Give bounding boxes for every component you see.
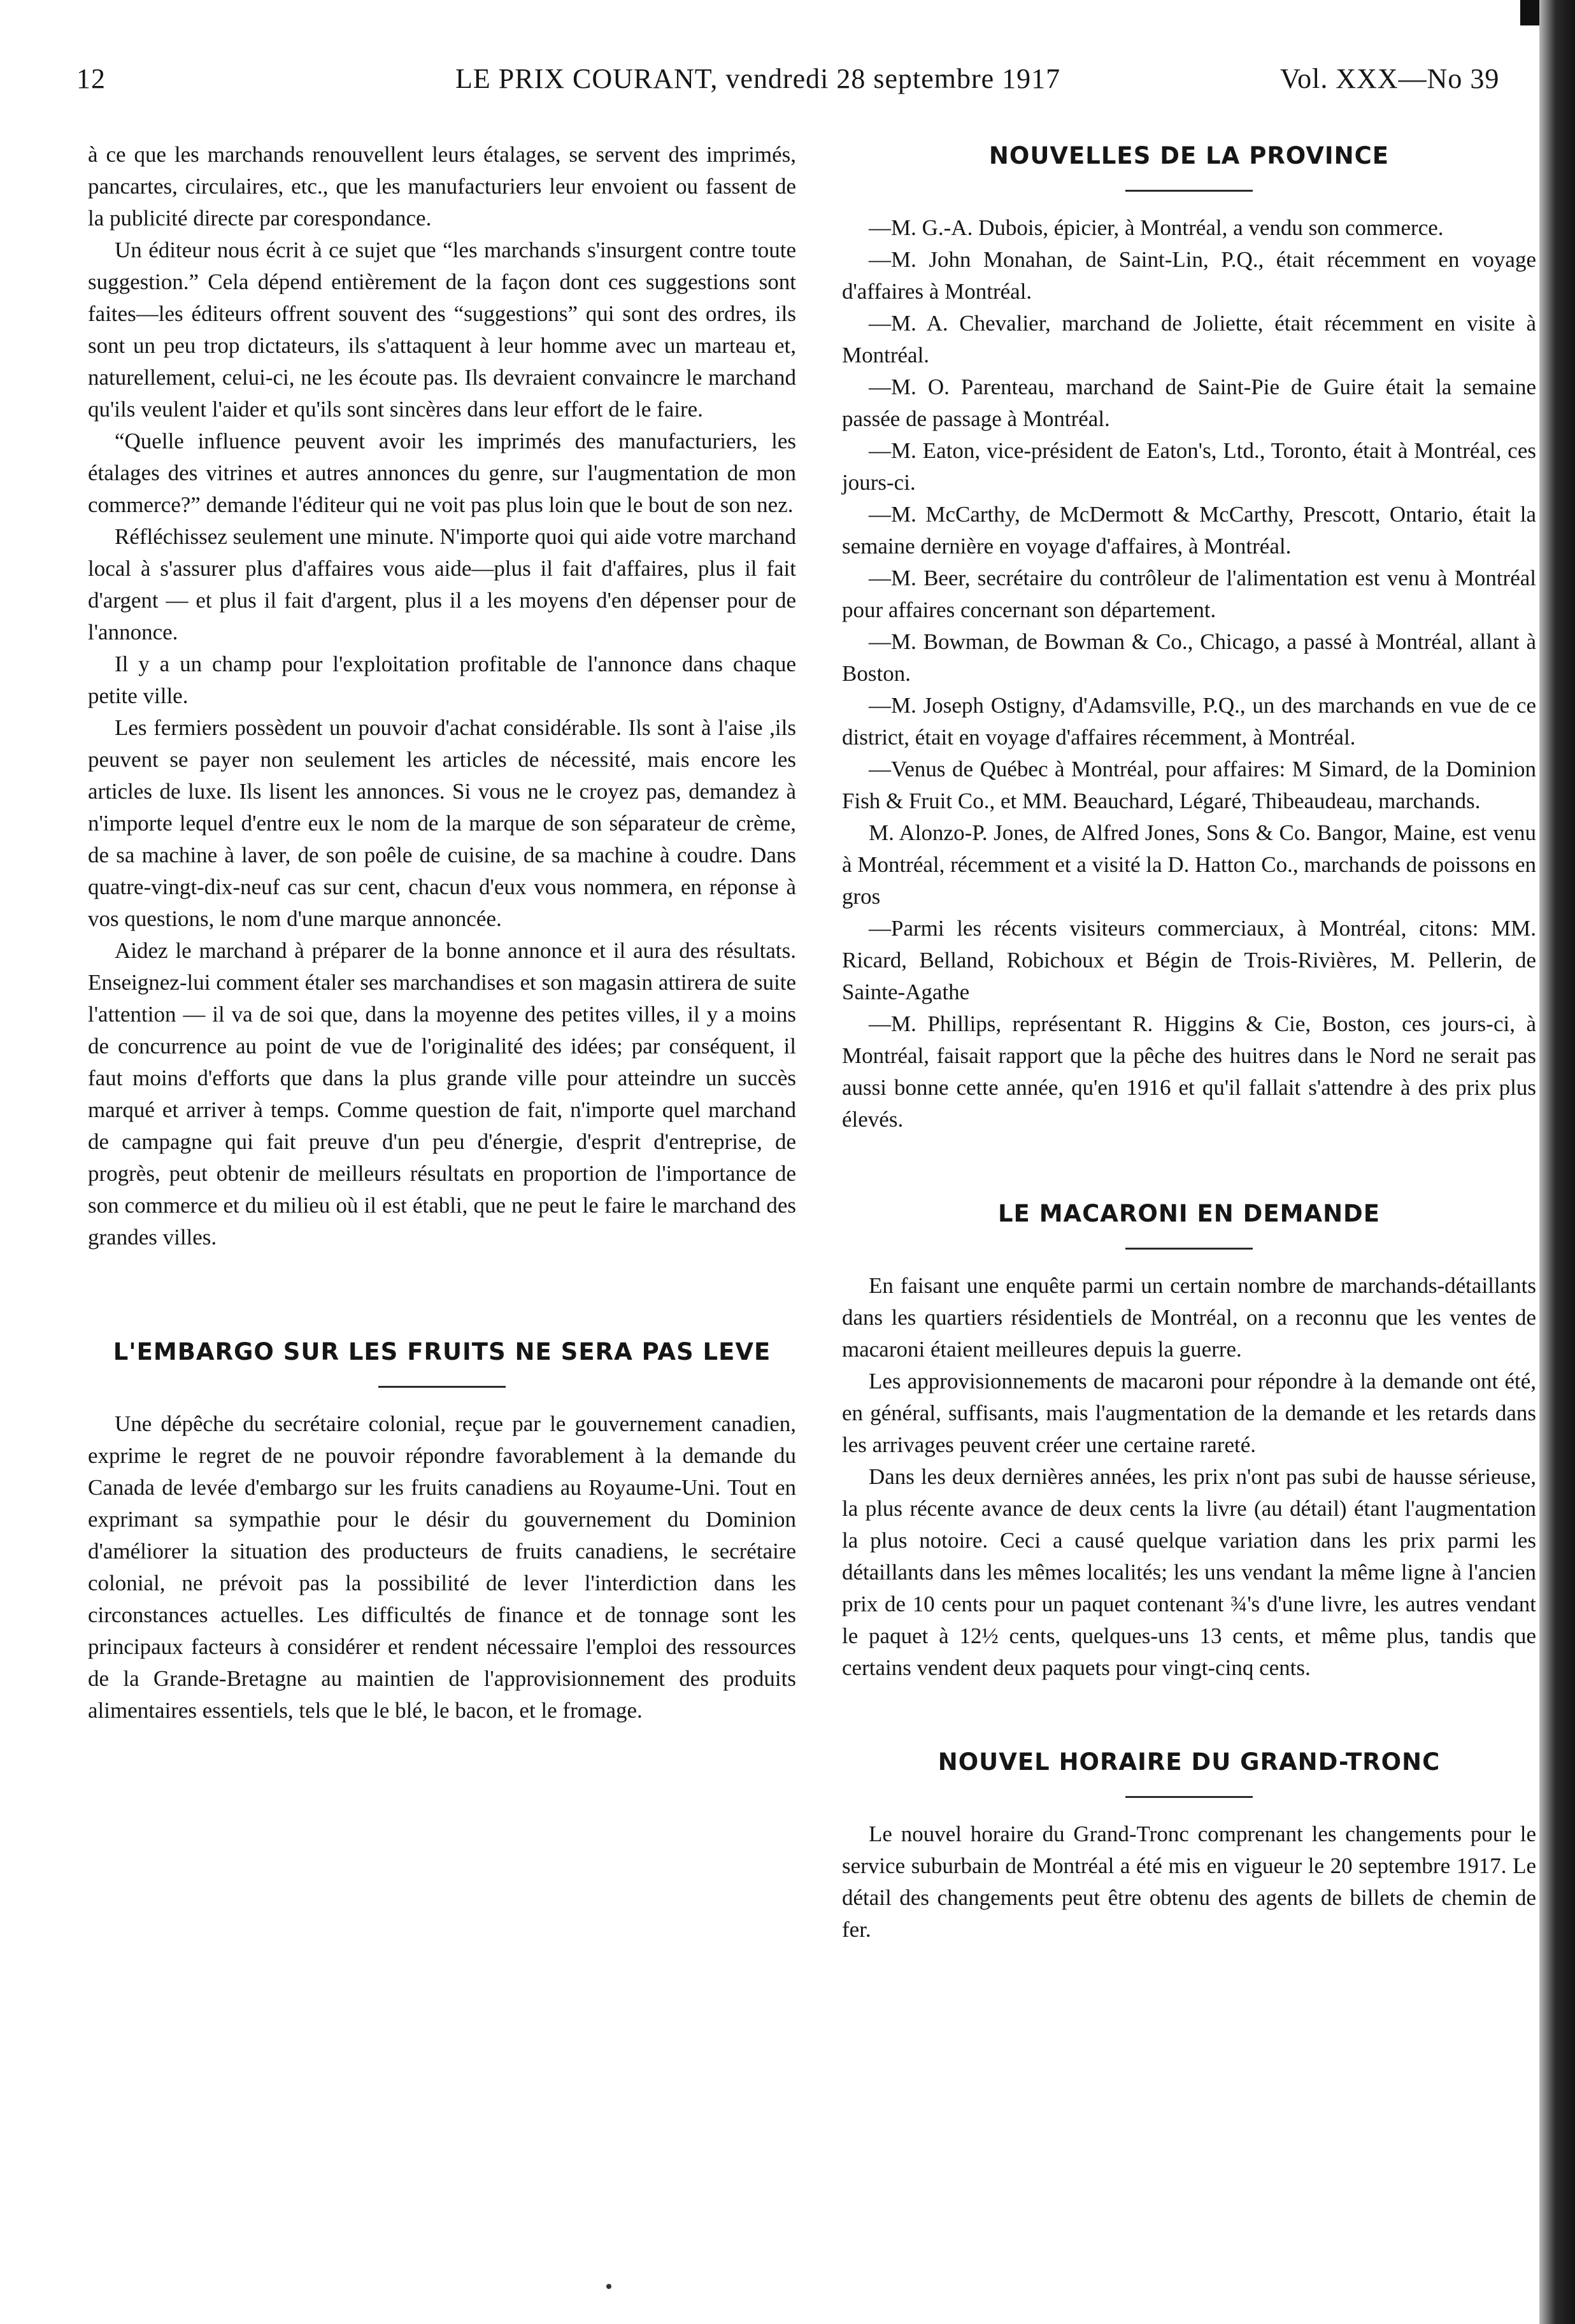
news-item: —Venus de Québec à Montréal, pour affaires: M Simard, de la Dominion Fish & Fruit Co., et MM. Beauchard, Légaré, Thibeaudeau, marchands.	[842, 757, 1536, 813]
heading-rule	[1125, 190, 1253, 192]
news-item: —M. A. Chevalier, marchand de Joliette, était récemment en visite à Montréal.	[842, 311, 1536, 367]
intro-paragraph: Réfléchissez seulement une minute. N'importe quoi qui aide votre marchand local à s'assurer plus d'affaires vous aide—plus il fait d'affaires, plus il fait d'argent — et plus il fait d'argent, plus il a les moyens d'en dépenser pour de l'annonce.	[88, 524, 796, 645]
horaire-heading: NOUVEL HORAIRE DU GRAND-TRONC	[937, 1748, 1441, 1776]
embargo-paragraph: Une dépêche du secrétaire colonial, reçue par le gouvernement canadien, exprime le regret de ne pouvoir répondre favorablement à la demande du Canada de levée d'embargo sur les fruits canadiens au Royaume-Uni. Tout en exprimant sa sympathie pour le désir du gouvernement du Dominion d'améliorer la situation des producteurs de fruits canadiens, le secrétaire colonial, ne prévoit pas la possibilité de lever l'interdiction dans les circonstances actuelles. Les difficultés de finance et de tonnage sont les principaux facteurs à considérer et rendent nécessaire l'emploi des ressources de la Grande-Bretagne au maintien de l'approvisionnement des produits alimentaires essentiels, tels que le blé, le bacon, et le fromage.	[88, 1411, 796, 1723]
intro-paragraph: Il y a un champ pour l'exploitation profitable de l'annonce dans chaque petite ville.	[88, 652, 796, 708]
print-speck	[606, 2284, 611, 2289]
news-item: —M. John Monahan, de Saint-Lin, P.Q., était récemment en voyage d'affaires à Montréal.	[842, 247, 1536, 304]
intro-paragraph: à ce que les marchands renouvellent leurs étalages, se servent des imprimés, pancartes, circulaires, etc., que les manufacturiers leur envoient ou fassent de la publicité directe par corespondance.	[88, 142, 796, 231]
news-item: —M. Bowman, de Bowman & Co., Chicago, a passé à Montréal, allant à Boston.	[842, 629, 1536, 686]
intro-paragraph: Un éditeur nous écrit à ce sujet que “les marchands s'insurgent contre toute suggestion.” Cela dépend entièrement de la façon dont ces suggestions sont faites—les éditeurs offrent souvent des “suggestions” qui sont des ordres, ils sont un peu trop dictateurs, ils s'attaquent à leur homme avec un marteau et, naturellement, celui-ci, ne les écoute pas. Ils devraient convaincre le marchand qu'ils veulent l'aider et qu'ils sont sincères dans leur effort de le faire.	[88, 238, 796, 422]
heading-rule	[378, 1386, 506, 1388]
scan-edge-shadow	[1539, 0, 1575, 2324]
intro-paragraph: Les fermiers possèdent un pouvoir d'achat considérable. Ils sont à l'aise ,ils peuvent se payer non seulement les articles de nécessité, mais encore les articles de luxe. Ils lisent les annonces. Si vous ne le croyez pas, demandez à n'importe lequel d'entre eux le nom de la marque de son séparateur de crème, de sa machine à laver, de son poêle de cuisine, de sa machine à coudre. Dans quatre-vingt-dix-neuf cas sur cent, chacun d'eux vous nommera, en réponse à vos questions, le nom d'une marque annoncée.	[88, 715, 796, 931]
nouvelles-heading: NOUVELLES DE LA PROVINCE	[988, 142, 1390, 169]
section-spacer	[842, 1136, 1536, 1197]
macaroni-paragraph: Dans les deux dernières années, les prix n'ont pas subi de hausse sérieuse, la plus récente avance de deux cents la livre (au détail) étant l'augmentation la plus notoire. Ceci a causé quelque variation dans les prix parmi les détaillants dans les mêmes localités; les uns vendant la même ligne à l'ancien prix de 10 cents pour un paquet contenant ¾'s d'une livre, les autres vendant le paquet à 12½ cents, quelques-uns 13 cents, et même plus, tandis que certains vendent deux paquets pour vingt-cinq cents.	[842, 1464, 1536, 1680]
left-column	[88, 139, 796, 1727]
news-item: —M. Phillips, représentant R. Higgins & Cie, Boston, ces jours-ci, à Montréal, faisait rapport que la pêche des huitres dans le Nord ne serait pas aussi bonne cette année, qu'en 1916 et qu'il fallait s'attendre à des prix plus élevés.	[842, 1011, 1536, 1132]
volume-number: Vol. XXX—No 39	[1280, 63, 1500, 94]
news-item: —Parmi les récents visiteurs commerciaux, à Montréal, citons: MM. Ricard, Belland, Robichoux et Bégin de Trois-Rivières, M. Pellerin, de Sainte-Agathe	[842, 916, 1536, 1004]
section-spacer	[842, 1684, 1536, 1745]
intro-paragraph: “Quelle influence peuvent avoir les imprimés des manufacturiers, les étalages des vitrines et autres annonces du genre, sur l'augmentation de mon commerce?” demande l'éditeur qui ne voit pas plus loin que le bout de son nez.	[88, 429, 796, 517]
horaire-paragraph: Le nouvel horaire du Grand-Tronc comprenant les changements pour le service suburbain de Montréal a été mis en vigueur le 20 septembre 1917. Le détail des changements peut être obtenu des agents de billets de chemin de fer.	[842, 1821, 1536, 1942]
heading-rule	[1125, 1796, 1253, 1798]
news-item: —M. Beer, secrétaire du contrôleur de l'alimentation est venu à Montréal pour affaires concernant son département.	[842, 566, 1536, 622]
running-title: LE PRIX COURANT, vendredi 28 septembre 1917	[455, 63, 1061, 94]
news-item: —M. Eaton, vice-président de Eaton's, Ltd., Toronto, était à Montréal, ces jours-ci.	[842, 438, 1536, 495]
page-number: 12	[76, 63, 106, 94]
news-item: —M. G.-A. Dubois, épicier, à Montréal, a vendu son commerce.	[869, 215, 1444, 240]
scan-edge-corner	[1520, 0, 1539, 25]
section-spacer	[88, 1253, 796, 1335]
running-header	[38, 62, 1500, 113]
news-item: —M. McCarthy, de McDermott & McCarthy, Prescott, Ontario, était la semaine dernière en voyage d'affaires, à Montréal.	[842, 502, 1536, 559]
news-item: M. Alonzo-P. Jones, de Alfred Jones, Sons & Co. Bangor, Maine, est venu à Montréal, récemment et a visité la D. Hatton Co., marchands de poissons en gros	[842, 820, 1536, 909]
macaroni-heading: LE MACARONI EN DEMANDE	[997, 1200, 1381, 1227]
macaroni-paragraph: En faisant une enquête parmi un certain nombre de marchands-détaillants dans les quartiers résidentiels de Montréal, on a reconnu que les ventes de macaroni étaient meilleures depuis la guerre.	[842, 1273, 1536, 1362]
embargo-heading: L'EMBARGO SUR LES FRUITS NE SERA PAS LEVE	[113, 1338, 771, 1365]
intro-paragraph: Aidez le marchand à préparer de la bonne annonce et il aura des résultats. Enseignez-lui comment étaler ses marchandises et son magasin attirera de suite l'attention — il va de soi que, dans la moyenne des petites villes, il y a moins de concurrence au point de vue de l'originalité des idées; par conséquent, il faut moins d'efforts que dans la plus grande ville pour atteindre un succès marqué et arriver à temps. Comme question de fait, n'importe quel marchand de campagne qui fait preuve d'un peu d'énergie, d'esprit d'entreprise, de progrès, peut obtenir de meilleurs résultats en proportion de l'importance de son commerce et du milieu où il est établi, que ne peut le faire le marchand des grandes villes.	[88, 938, 796, 1250]
heading-rule	[1125, 1248, 1253, 1250]
macaroni-paragraph: Les approvisionnements de macaroni pour répondre à la demande ont été, en général, suffisants, mais l'augmentation de la demande et les retards dans les arrivages peuvent créer une certaine rareté.	[842, 1369, 1536, 1457]
news-item: —M. Joseph Ostigny, d'Adamsville, P.Q., un des marchands en vue de ce district, était en voyage d'affaires récemment, à Montréal.	[842, 693, 1536, 750]
right-column	[842, 139, 1536, 1946]
news-item: —M. O. Parenteau, marchand de Saint-Pie de Guire était la semaine passée de passage à Montréal.	[842, 374, 1536, 431]
